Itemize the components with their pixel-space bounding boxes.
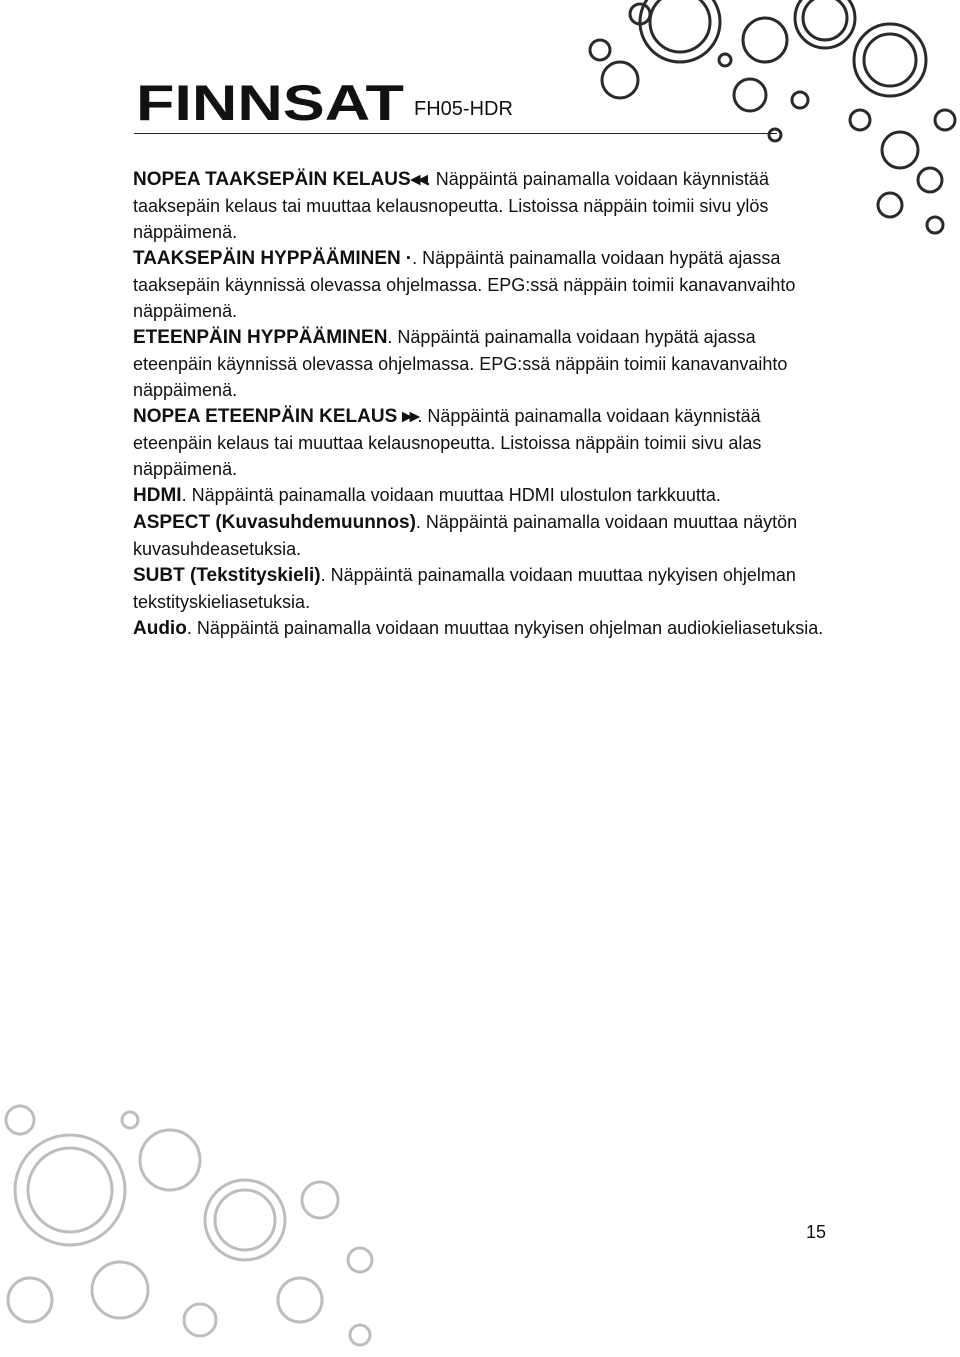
svg-text:FINNSAT: FINNSAT bbox=[136, 78, 404, 128]
finnsat-logo bbox=[136, 78, 406, 133]
entry-title: NOPEA ETEENPÄIN KELAUS bbox=[133, 406, 398, 427]
entry-text: . Näppäintä painamalla voidaan hypätä ajassa eteenpäin käynnissä olevassa ohjelmassa. EPG:ssä näppäin toimii kanavanvaihto näppäimenä. bbox=[133, 327, 788, 400]
manual-content bbox=[133, 166, 833, 642]
entry-hdmi bbox=[133, 482, 833, 509]
header-rule bbox=[134, 133, 777, 134]
entry-subt bbox=[133, 562, 833, 615]
entry-text: . Näppäintä painamalla voidaan käynnistää eteenpäin kelaus tai muuttaa kelausnopeutta. Listoissa näppäin toimii sivu alas näppäimenä. bbox=[133, 406, 762, 479]
entry-text: . Näppäintä painamalla voidaan käynnistää taaksepäin kelaus tai muuttaa kelausnopeutta. Listoissa näppäin toimii sivu ylös näppäimenä. bbox=[133, 169, 769, 242]
entry-aspect bbox=[133, 509, 833, 562]
entry-title: Audio bbox=[133, 618, 187, 639]
entry-text: . Näppäintä painamalla voidaan muuttaa näytön kuvasuhdeasetuksia. bbox=[133, 512, 798, 559]
entry-text: . Näppäintä painamalla voidaan hypätä ajassa taaksepäin käynnissä olevassa ohjelmassa. EPG:ssä näppäin toimii kanavanvaihto näppäimenä. bbox=[133, 248, 796, 321]
entry-skip-back bbox=[133, 245, 833, 324]
entry-title: ETEENPÄIN HYPPÄÄMINEN bbox=[133, 327, 388, 348]
fast-forward-icon: ▸▸ bbox=[402, 406, 418, 427]
skip-back-icon: · bbox=[405, 248, 413, 269]
entry-skip-forward bbox=[133, 324, 833, 403]
entry-title: SUBT (Tekstityskieli) bbox=[133, 565, 321, 586]
entry-fast-forward bbox=[133, 403, 833, 482]
entry-title: ASPECT (Kuvasuhdemuunnos) bbox=[133, 512, 416, 533]
entry-title: NOPEA TAAKSEPÄIN KELAUS bbox=[133, 169, 411, 190]
page-header bbox=[136, 78, 776, 128]
entry-text: . Näppäintä painamalla voidaan muuttaa nykyisen ohjelman tekstityskieliasetuksia. bbox=[133, 565, 796, 612]
entry-text: . Näppäintä painamalla voidaan muuttaa HDMI ulostulon tarkkuutta. bbox=[181, 485, 721, 505]
model-name: FH05-HDR bbox=[414, 98, 513, 120]
bubble-decoration-bottom bbox=[0, 1100, 400, 1357]
rewind-icon: ◂◂ bbox=[410, 169, 426, 190]
entry-audio bbox=[133, 615, 833, 642]
page-number: 15 bbox=[806, 1222, 827, 1242]
entry-text: . Näppäintä painamalla voidaan muuttaa nykyisen ohjelman audiokieliasetuksia. bbox=[186, 618, 824, 638]
entry-title: HDMI bbox=[133, 485, 182, 506]
entry-title: TAAKSEPÄIN HYPPÄÄMINEN bbox=[133, 248, 401, 269]
entry-rewind bbox=[133, 166, 833, 245]
